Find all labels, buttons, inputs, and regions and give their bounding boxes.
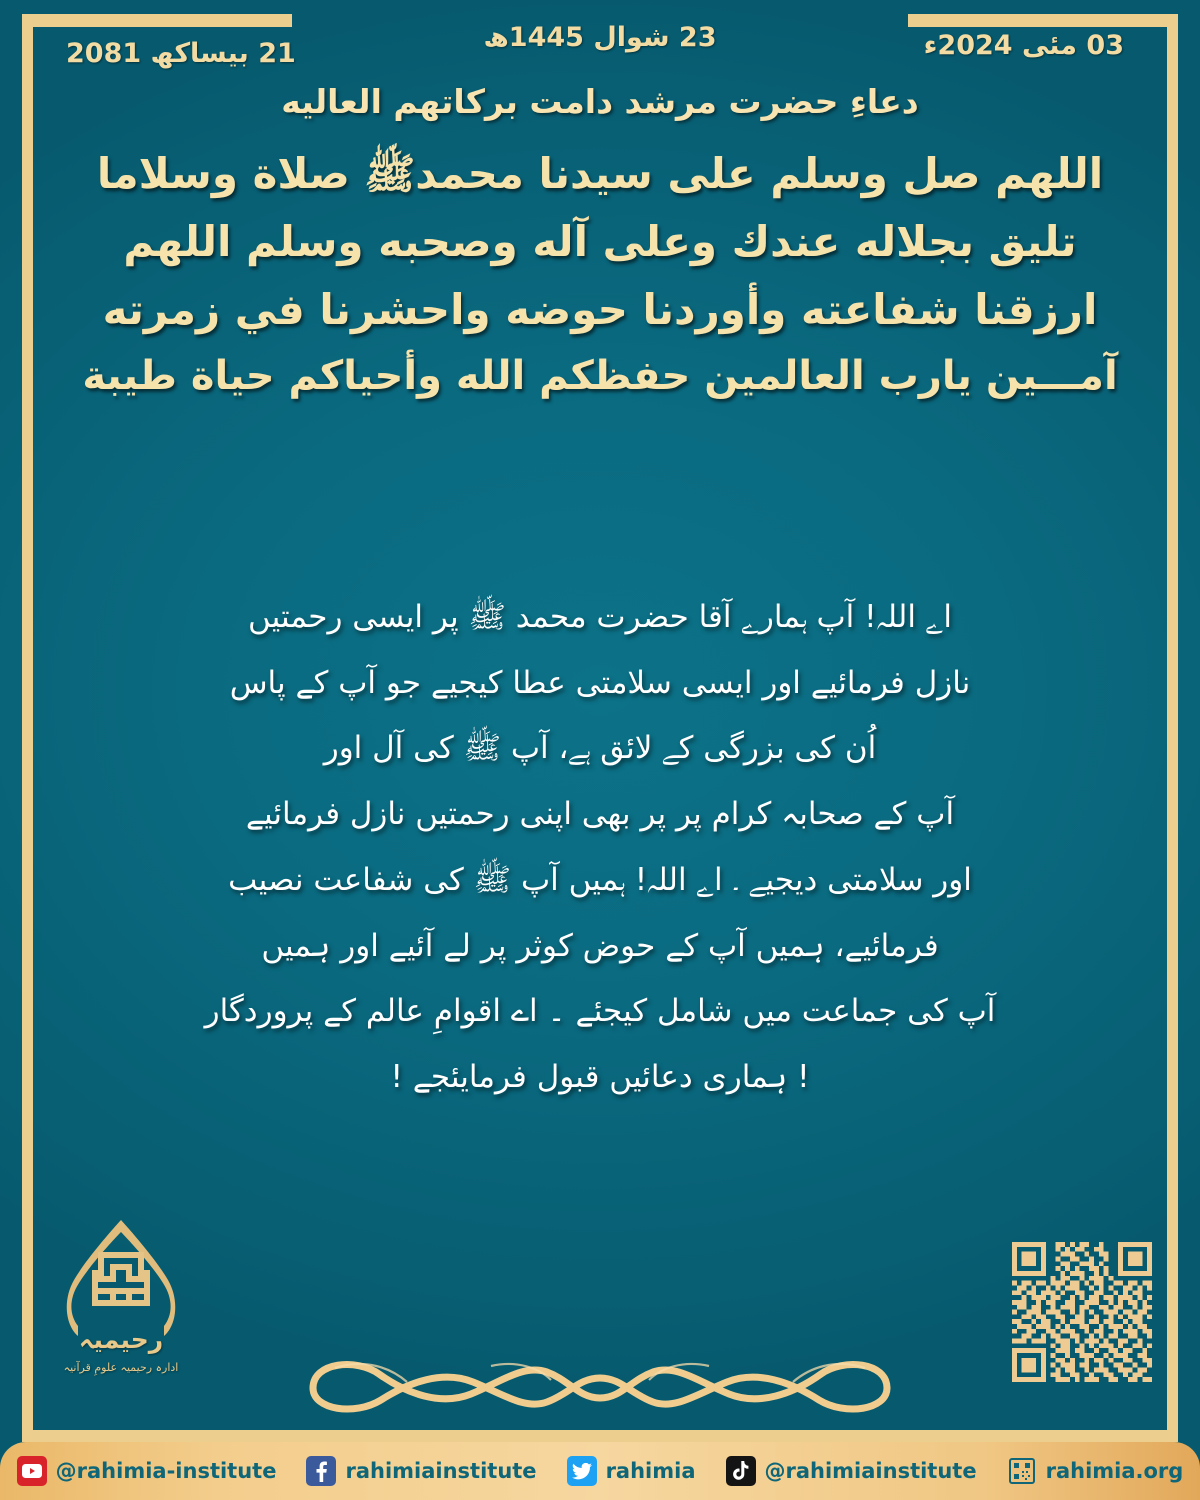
social-link-twitter[interactable] <box>567 1456 696 1486</box>
urdu-line-4: آپ کے صحابہ کرام پر پر بھی اپنی رحمتیں نازل فرمائیے <box>245 796 955 833</box>
social-handle-youtube: @rahimia-institute <box>55 1459 277 1483</box>
qr-code[interactable] <box>1012 1242 1152 1382</box>
arabic-line-3: ارزقنا شفاعته وأوردنا حوضه واحشرنا في زمرته <box>102 285 1098 335</box>
date-gregorian: 03 مئی 2024ء <box>923 30 1124 61</box>
social-handle-org: rahimia.org <box>1045 1459 1184 1483</box>
ornament-divider <box>295 1342 905 1422</box>
facebook-icon <box>306 1456 336 1486</box>
bottom-rail <box>22 1430 1178 1442</box>
urdu-line-7: آپ کی جماعت میں شامل کیجئے ۔ اے اقوامِ عالم کے پروردگار <box>204 993 996 1030</box>
date-hijri: 23 شوال 1445ھ <box>483 22 717 53</box>
social-handle-facebook: rahimiainstitute <box>345 1459 537 1483</box>
logo-subtitle: ادارہ رحیمیہ علومِ قرآنیہ <box>63 1361 179 1374</box>
page-title: دعاءِ حضرت مرشد دامت برکاتهم العالیه <box>281 82 919 121</box>
social-link-facebook[interactable] <box>306 1456 536 1486</box>
qr-icon <box>1007 1456 1037 1486</box>
urdu-line-2: نازل فرمائیے اور ایسی سلامتی عطا کیجیے جو آپ کے پاس <box>229 664 971 701</box>
urdu-line-8: ! ہماری دعائیں قبول فرمایئجے ! <box>390 1059 810 1096</box>
social-link-website[interactable] <box>1007 1456 1184 1486</box>
social-link-tiktok[interactable] <box>726 1456 977 1486</box>
social-handle-website: @rahimiainstitute <box>764 1459 977 1483</box>
social-footer-bar <box>0 1442 1200 1500</box>
youtube-icon <box>17 1456 47 1486</box>
arabic-line-2: تليق بجلاله عندك وعلى آله وصحبه وسلم اللهم <box>123 217 1077 267</box>
logo-name: رحیمیہ <box>78 1325 164 1354</box>
arabic-dua-block <box>70 140 1130 409</box>
urdu-translation-block <box>150 585 1050 1111</box>
tiktok-icon <box>726 1456 756 1486</box>
social-link-youtube[interactable] <box>17 1456 277 1486</box>
social-handle-twitter: rahimia <box>605 1459 696 1483</box>
urdu-line-3: اُن کی بزرگی کے لائق ہے، آپ ﷺ کی آل اور <box>323 730 877 767</box>
urdu-line-6: فرمائیے، ہمیں آپ کے حوض کوثر پر لے آئیے اور ہمیں <box>261 927 939 964</box>
arabic-line-4: آمـــين يارب العالمين حفظكم الله وأحياكم حياة طيبة <box>82 353 1118 400</box>
rahimia-logo <box>48 1214 194 1382</box>
urdu-line-1: اے اللہ! آپ ہمارے آقا حضرت محمد ﷺ پر ایسی رحمتیں <box>248 599 952 635</box>
arabic-line-1: اللهم صل وسلم على سيدنا محمدﷺ صلاة وسلاما <box>96 149 1104 198</box>
date-bikrami: 21 بیساکھ 2081 <box>66 38 296 69</box>
urdu-line-5: اور سلامتی دیجیے ۔ اے اللہ! ہمیں آپ ﷺ کی شفاعت نصیب <box>228 861 972 898</box>
twitter-icon <box>567 1456 597 1486</box>
